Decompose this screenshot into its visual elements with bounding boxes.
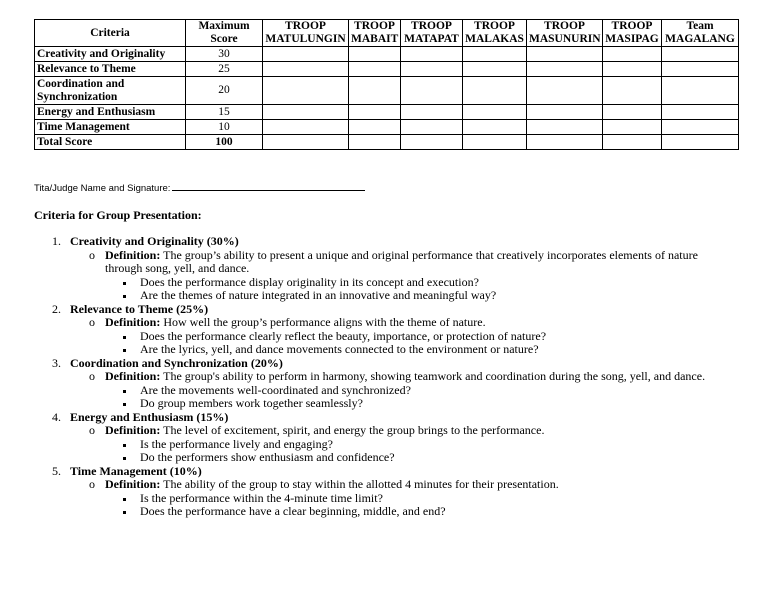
score-cell[interactable]: [463, 135, 527, 150]
definition-text: The group’s ability to present a unique and original performance that creatively incorporates elements of nature through song, yell, and dance.: [105, 247, 698, 275]
score-cell[interactable]: [401, 120, 463, 135]
score-cell[interactable]: [349, 47, 401, 62]
signature-label: Tita/Judge Name and Signature:: [34, 183, 171, 194]
question-text: Are the movements well-coordinated and synchronized?: [140, 382, 411, 397]
item-number: 5.: [52, 463, 61, 478]
scoring-table: [34, 19, 739, 150]
score-cell[interactable]: [603, 77, 662, 105]
table-row: [35, 62, 739, 77]
header-maximum-score: Maximum Score: [186, 20, 263, 47]
square-bullet-icon: [123, 511, 126, 514]
definition: [0, 316, 768, 330]
question: [0, 492, 768, 506]
table-row: [35, 47, 739, 62]
score-cell[interactable]: [527, 120, 603, 135]
section-title: Criteria for Group Presentation:: [34, 208, 202, 222]
score-cell[interactable]: [662, 120, 739, 135]
score-cell[interactable]: [401, 77, 463, 105]
item-title: Creativity and Originality (30%): [70, 234, 239, 248]
question: [0, 276, 768, 290]
definition: [0, 424, 768, 438]
item-title: Energy and Enthusiasm (15%): [70, 409, 229, 424]
header-troop-malakas: TROOP MALAKAS: [463, 20, 527, 47]
score-cell[interactable]: [463, 47, 527, 62]
list-item: [0, 411, 768, 425]
square-bullet-icon: [123, 349, 126, 352]
score-cell[interactable]: [527, 135, 603, 150]
score-cell[interactable]: [401, 47, 463, 62]
criteria-cell: Coordination and Synchronization: [35, 77, 186, 105]
score-cell[interactable]: [527, 62, 603, 77]
score-cell[interactable]: [603, 105, 662, 120]
item-number: 4.: [52, 409, 61, 424]
circle-bullet-icon: o: [89, 477, 95, 491]
definition-label: Definition:: [105, 477, 161, 491]
question: [0, 289, 768, 303]
score-cell[interactable]: [463, 77, 527, 105]
score-cell[interactable]: [263, 120, 349, 135]
score-cell[interactable]: [603, 47, 662, 62]
max-score-cell: 20: [186, 77, 263, 105]
question-text: Are the lyrics, yell, and dance movements connected to the environment or nature?: [140, 342, 539, 356]
definition: [0, 249, 768, 276]
score-cell[interactable]: [463, 105, 527, 120]
header-troop-mabait: TROOP MABAIT: [349, 20, 401, 47]
square-bullet-icon: [123, 457, 126, 460]
definition-label: Definition:: [105, 423, 161, 437]
definition-label: Definition:: [105, 315, 161, 329]
signature-line-row: [34, 181, 365, 194]
circle-bullet-icon: o: [89, 423, 95, 437]
criteria-cell-total: Total Score: [35, 135, 186, 150]
score-cell[interactable]: [603, 62, 662, 77]
score-cell[interactable]: [662, 105, 739, 120]
score-cell[interactable]: [349, 105, 401, 120]
circle-bullet-icon: o: [89, 315, 95, 329]
definition-text: The level of excitement, spirit, and energy the group brings to the performance.: [163, 423, 545, 437]
question: [0, 451, 768, 465]
max-score-cell: 30: [186, 47, 263, 62]
score-cell[interactable]: [662, 47, 739, 62]
header-team-magalang: Team MAGALANG: [662, 20, 739, 47]
item-number: 3.: [52, 355, 61, 370]
square-bullet-icon: [123, 282, 126, 285]
square-bullet-icon: [123, 403, 126, 406]
definition: [0, 370, 768, 384]
score-cell[interactable]: [263, 135, 349, 150]
question: [0, 438, 768, 452]
score-cell[interactable]: [527, 105, 603, 120]
signature-blank[interactable]: [172, 181, 365, 191]
score-cell[interactable]: [527, 47, 603, 62]
item-title: Relevance to Theme (25%): [70, 301, 209, 316]
score-cell[interactable]: [349, 62, 401, 77]
item-number: 2.: [52, 301, 61, 316]
header-troop-matulungin: TROOP MATULUNGIN: [263, 20, 349, 47]
item-title: Coordination and Synchronization (20%): [70, 355, 283, 370]
score-cell[interactable]: [349, 77, 401, 105]
score-cell[interactable]: [662, 77, 739, 105]
definition-text: How well the group’s performance aligns with the theme of nature.: [163, 315, 486, 329]
list-item: [0, 357, 768, 371]
criteria-cell: Energy and Enthusiasm: [35, 105, 186, 120]
square-bullet-icon: [123, 444, 126, 447]
definition: [0, 478, 768, 492]
table-row-total: [35, 135, 739, 150]
item-number: 1.: [52, 234, 61, 248]
header-troop-masunurin: TROOP MASUNURIN: [527, 20, 603, 47]
criteria-cell: Time Management: [35, 120, 186, 135]
score-cell[interactable]: [603, 135, 662, 150]
criteria-list: [0, 235, 768, 519]
score-cell[interactable]: [349, 120, 401, 135]
question: [0, 397, 768, 411]
score-cell[interactable]: [263, 77, 349, 105]
question-text: Does the performance have a clear beginning, middle, and end?: [140, 504, 446, 518]
score-cell[interactable]: [349, 135, 401, 150]
score-cell[interactable]: [463, 120, 527, 135]
question-text: Is the performance lively and engaging?: [140, 436, 333, 451]
score-cell[interactable]: [662, 62, 739, 77]
circle-bullet-icon: o: [89, 369, 95, 383]
definition-label: Definition:: [105, 369, 161, 383]
score-cell[interactable]: [401, 105, 463, 120]
table-row: [35, 105, 739, 120]
score-cell[interactable]: [263, 47, 349, 62]
list-item: [0, 235, 768, 249]
max-score-total: 100: [186, 135, 263, 150]
table-row: [35, 120, 739, 135]
score-cell[interactable]: [603, 120, 662, 135]
circle-bullet-icon: o: [89, 247, 95, 262]
question: [0, 505, 768, 519]
table-header-row: [35, 20, 739, 47]
definition-text: The group's ability to perform in harmony, showing teamwork and coordination during the song, yell, and dance.: [163, 369, 706, 383]
criteria-cell: Relevance to Theme: [35, 62, 186, 77]
header-criteria: Criteria: [35, 20, 186, 47]
score-cell[interactable]: [401, 62, 463, 77]
question-text: Do group members work together seamlessly?: [140, 396, 363, 410]
question: [0, 343, 768, 357]
item-title: Time Management (10%): [70, 463, 202, 478]
score-cell[interactable]: [263, 62, 349, 77]
list-item: [0, 303, 768, 317]
table-row: [35, 77, 739, 105]
question-text: Does the performance clearly reflect the beauty, importance, or protection of nature?: [140, 328, 547, 343]
max-score-cell: 15: [186, 105, 263, 120]
question: [0, 330, 768, 344]
max-score-cell: 25: [186, 62, 263, 77]
header-troop-masipag: TROOP MASIPAG: [603, 20, 662, 47]
score-cell[interactable]: [463, 62, 527, 77]
question-text: Is the performance within the 4-minute time limit?: [140, 490, 383, 505]
score-cell[interactable]: [527, 77, 603, 105]
score-cell[interactable]: [662, 135, 739, 150]
score-cell[interactable]: [401, 135, 463, 150]
question-text: Do the performers show enthusiasm and confidence?: [140, 450, 395, 464]
question: [0, 384, 768, 398]
header-troop-matapat: TROOP MATAPAT: [401, 20, 463, 47]
question-text: Are the themes of nature integrated in an innovative and meaningful way?: [140, 288, 497, 302]
square-bullet-icon: [123, 336, 126, 339]
list-item: [0, 465, 768, 479]
definition-text: The ability of the group to stay within the allotted 4 minutes for their presentation.: [163, 477, 559, 491]
square-bullet-icon: [123, 390, 126, 393]
question-text: Does the performance display originality in its concept and execution?: [140, 274, 479, 289]
square-bullet-icon: [123, 295, 126, 298]
square-bullet-icon: [123, 498, 126, 501]
max-score-cell: 10: [186, 120, 263, 135]
score-cell[interactable]: [263, 105, 349, 120]
definition-label: Definition:: [105, 247, 161, 262]
criteria-cell: Creativity and Originality: [35, 47, 186, 62]
